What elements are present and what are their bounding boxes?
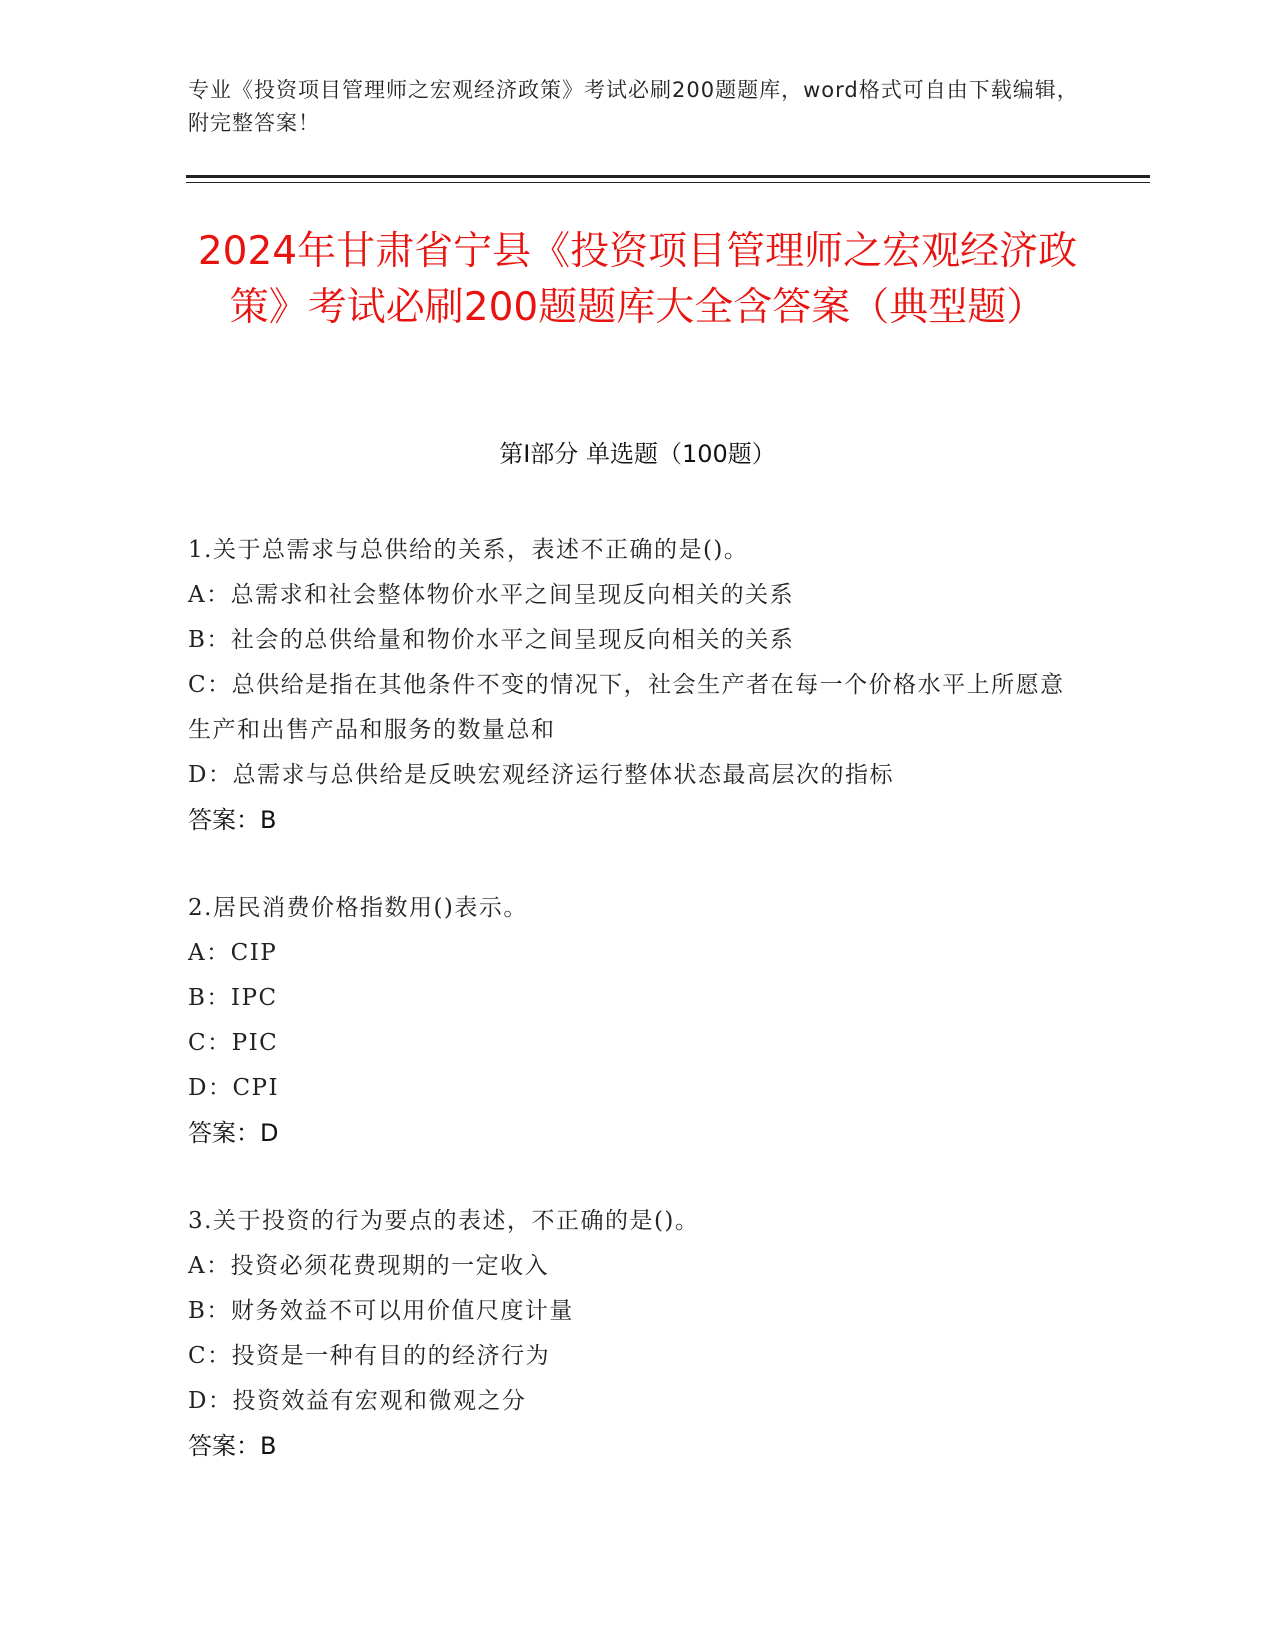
answer: 答案：B [188, 806, 277, 834]
question-3 [188, 1199, 1088, 1469]
option-b: B：社会的总供给量和物价水平之间呈现反向相关的关系 [188, 627, 795, 653]
option-d: D：总需求与总供给是反映宏观经济运行整体状态最高层次的指标 [188, 762, 894, 788]
header-note: 专业《投资项目管理师之宏观经济政策》考试必刷200题题库，word格式可自由下载编辑，附完整答案！ [188, 78, 1079, 135]
header-divider-thick [186, 175, 1150, 178]
header-divider-thin [186, 182, 1150, 183]
option-c: C：总供给是指在其他条件不变的情况下，社会生产者在每一个价格水平上所愿意生产和出售产品和服务的数量总和 [188, 672, 1065, 743]
answer: 答案：D [188, 1119, 279, 1147]
option-c: C：PIC [188, 1030, 279, 1056]
question-spacer [188, 1156, 1088, 1199]
option-d: D：投资效益有宏观和微观之分 [188, 1388, 527, 1414]
question-2 [188, 886, 1088, 1156]
option-b: B：IPC [188, 985, 278, 1011]
section-title: 第Ⅰ部分 单选题（100题） [499, 440, 776, 468]
question-list [188, 528, 1088, 1469]
question-stem: 2.居民消费价格指数用()表示。 [188, 895, 528, 921]
question-stem: 1.关于总需求与总供给的关系，表述不正确的是()。 [188, 537, 749, 563]
question-1 [188, 528, 1088, 843]
option-d: D：CPI [188, 1075, 280, 1101]
option-a: A：总需求和社会整体物价水平之间呈现反向相关的关系 [188, 582, 795, 608]
question-spacer [188, 843, 1088, 886]
document-title: 2024年甘肃省宁县《投资项目管理师之宏观经济政策》考试必刷200题题库大全含答案（典型题） [197, 229, 1078, 330]
option-a: A：投资必须花费现期的一定收入 [188, 1253, 550, 1279]
option-c: C：投资是一种有目的的经济行为 [188, 1343, 551, 1369]
answer: 答案：B [188, 1432, 277, 1460]
question-stem: 3.关于投资的行为要点的表述，不正确的是()。 [188, 1208, 700, 1234]
option-a: A：CIP [188, 940, 278, 966]
option-b: B：财务效益不可以用价值尺度计量 [188, 1298, 574, 1324]
